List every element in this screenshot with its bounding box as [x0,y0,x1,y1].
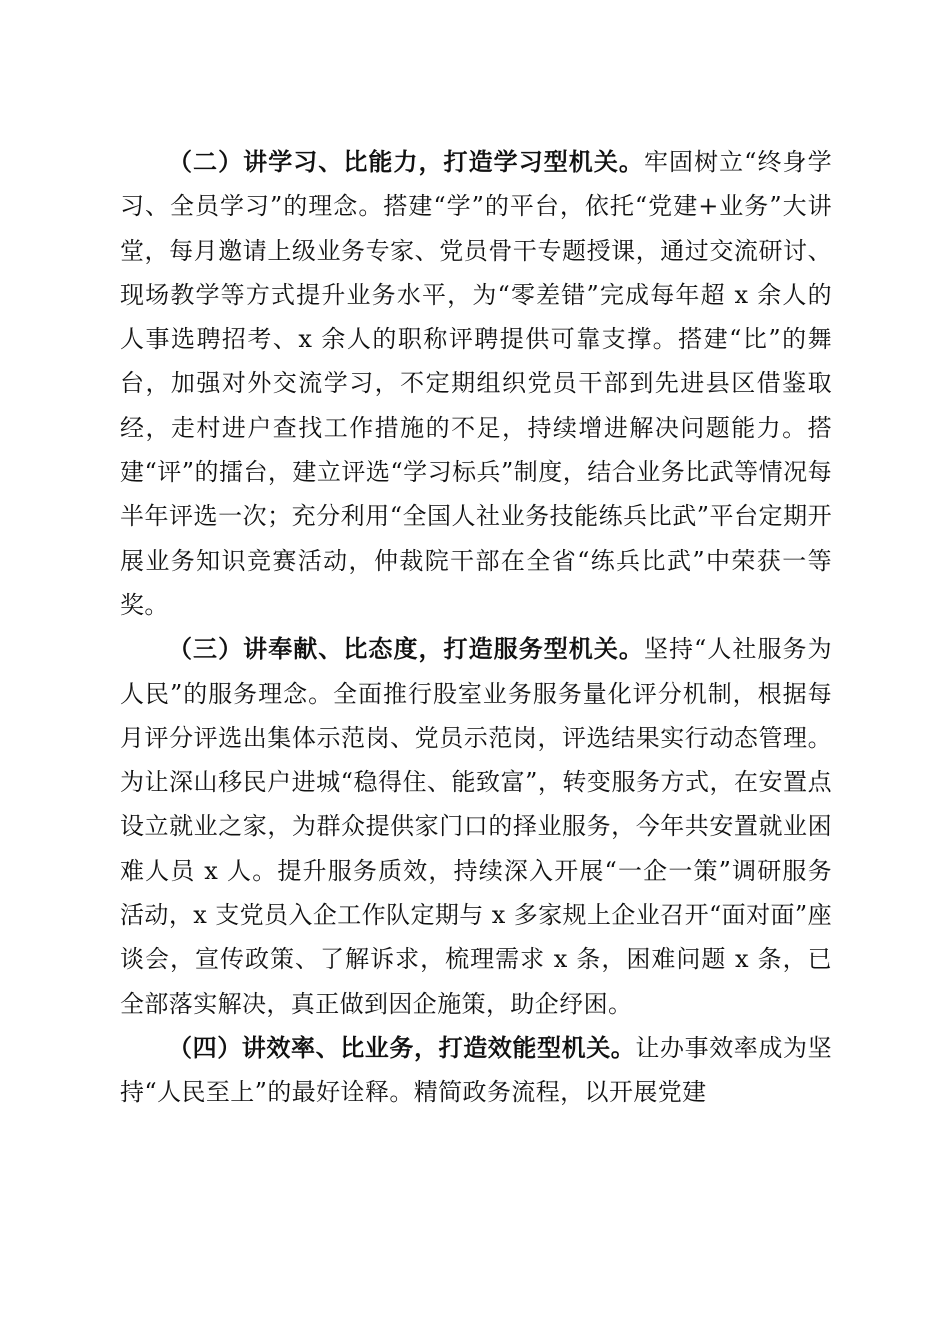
section-3-body: 坚持“人社服务为人民”的服务理念。全面推行股室业务服务量化评分机制，根据每月评分评选出集体示范岗、党员示范岗，评选结果实行动态管理。为让深山移民户进城“稳得住、能致富”，转变服务方式，在安置点设立就业之家，为群众提供家门口的择业服务，今年共安置就业困难人员 x 人。提升服务质效，持续深入开展“一企一策”调研服务活动，x 支党员入企工作队定期与 x 多家规上企业召开“面对面”座谈会，宣传政策、了解诉求，梳理需求 x 条，困难问题 x 条，已全部落实解决，真正做到因企施策，助企纾困。 [120,635,832,1018]
section-2-body: 牢固树立“终身学习、全员学习”的理念。搭建“学”的平台，依托“党建+业务”大讲堂，每月邀请上级业务专家、党员骨干专题授课，通过交流研讨、现场教学等方式提升业务水平，为“零差错”完成每年超 x 余人的人事选聘招考、x 余人的职称评聘提供可靠支撑。搭建“比”的舞台，加强对外交流学习，不定期组织党员干部到先进县区借鉴取经，走村进户查找工作措施的不足，持续增进解决问题能力。搭建“评”的擂台，建立评选“学习标兵”制度，结合业务比武等情况每半年评选一次；充分利用“全国人社业务技能练兵比武”平台定期开展业务知识竞赛活动，仲裁院干部在全省“练兵比武”中荣获一等奖。 [120,148,832,619]
section-4-heading: （四）讲效率、比业务，打造效能型机关。 [168,1032,636,1062]
document-body [120,140,832,1115]
paragraph-section-3 [120,627,832,1026]
section-4-body: 让办事效率成为坚持“人民至上”的最好诠释。精简政务流程，以开展党建 [120,1033,832,1107]
section-2-heading: （二）讲学习、比能力，打造学习型机关。 [168,147,644,176]
section-3-heading: （三）讲奉献、比态度，打造服务型机关。 [168,634,644,664]
paragraph-section-4 [120,1026,832,1115]
paragraph-section-2 [120,140,832,627]
